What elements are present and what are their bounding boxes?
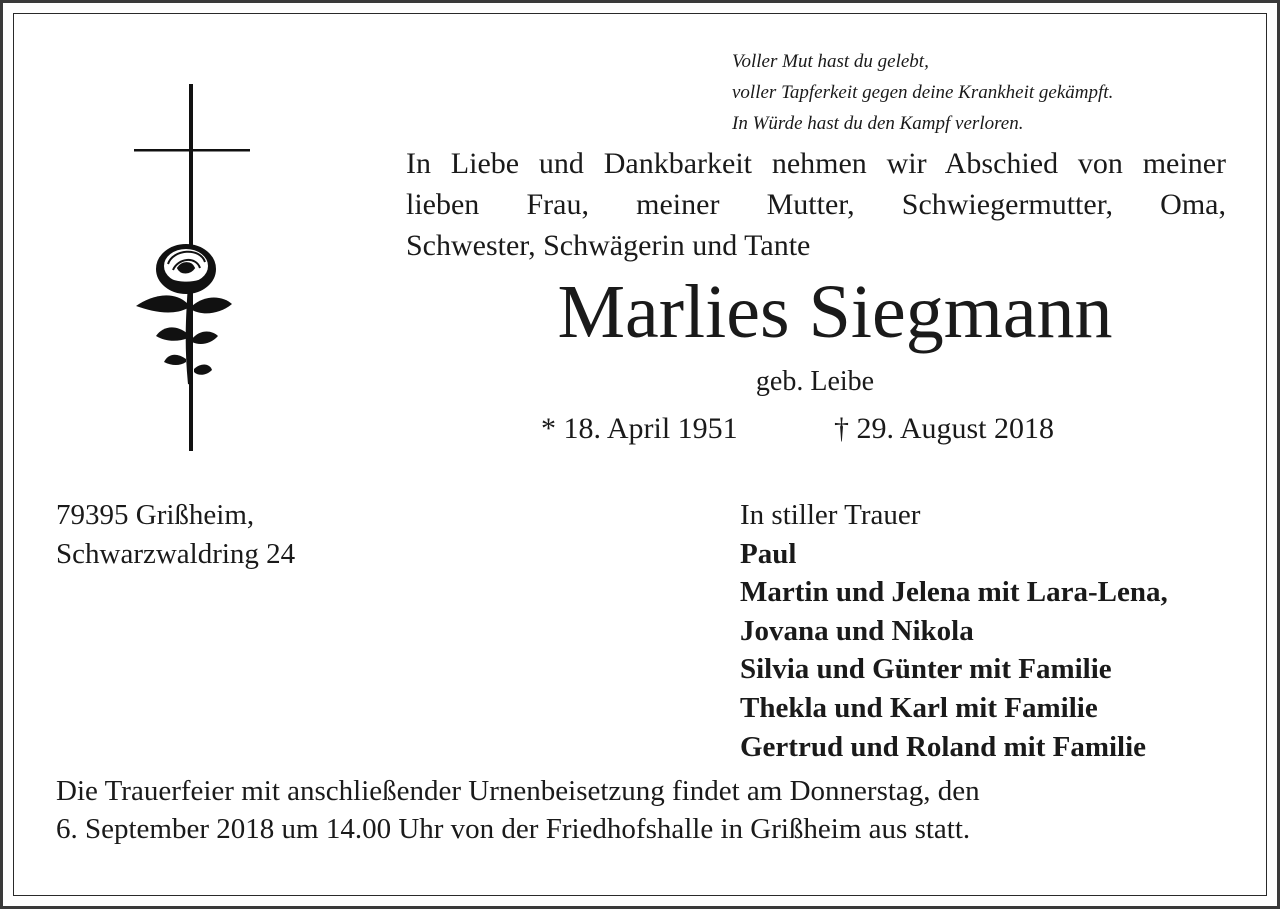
mourner-name: Paul [740, 537, 797, 570]
mourner-name: Silvia und Günter mit Familie [740, 653, 1112, 686]
funeral-notice [56, 772, 980, 848]
death-date: † 29. August 2018 [834, 412, 1055, 445]
poem-line: In Würde hast du den Kampf verloren. [732, 113, 1024, 134]
mourners [740, 496, 1168, 766]
birth-name: geb. Leibe [755, 366, 875, 397]
cross-with-rose-icon [128, 84, 258, 454]
address-line: 79395 Grißheim, [56, 499, 255, 531]
poem-line: voller Tapferkeit gegen deine Krankheit gekämpft. [732, 82, 1114, 103]
birth-date: * 18. April 1951 [541, 412, 738, 445]
mourner-name: Thekla und Karl mit Familie [740, 691, 1098, 724]
intro-text [406, 143, 1226, 266]
deceased-name: Marlies Siegmann [557, 270, 1113, 354]
poem-line: Voller Mut hast du gelebt, [732, 51, 929, 72]
mourner-name: Jovana und Nikola [740, 614, 974, 647]
mourners-heading: In stiller Trauer [740, 499, 921, 531]
intro-line: Schwester, Schwägerin und Tante [406, 229, 811, 262]
mourner-name: Martin und Jelena mit Lara-Lena, [740, 576, 1168, 609]
intro-line: In Liebe und Dankbarkeit nehmen wir Abschied von meiner [406, 147, 1226, 180]
address-line: Schwarzwaldring 24 [56, 538, 296, 570]
poem [732, 46, 1113, 139]
funeral-line: Die Trauerfeier mit anschließender Urnenbeisetzung findet am Donnerstag, den [56, 775, 980, 807]
funeral-line: 6. September 2018 um 14.00 Uhr von der Friedhofshalle in Grißheim aus statt. [56, 813, 971, 845]
mourner-name: Gertrud und Roland mit Familie [740, 730, 1147, 763]
address [56, 496, 295, 574]
intro-line: lieben Frau, meiner Mutter, Schwiegermutter, Oma, [406, 188, 1226, 221]
